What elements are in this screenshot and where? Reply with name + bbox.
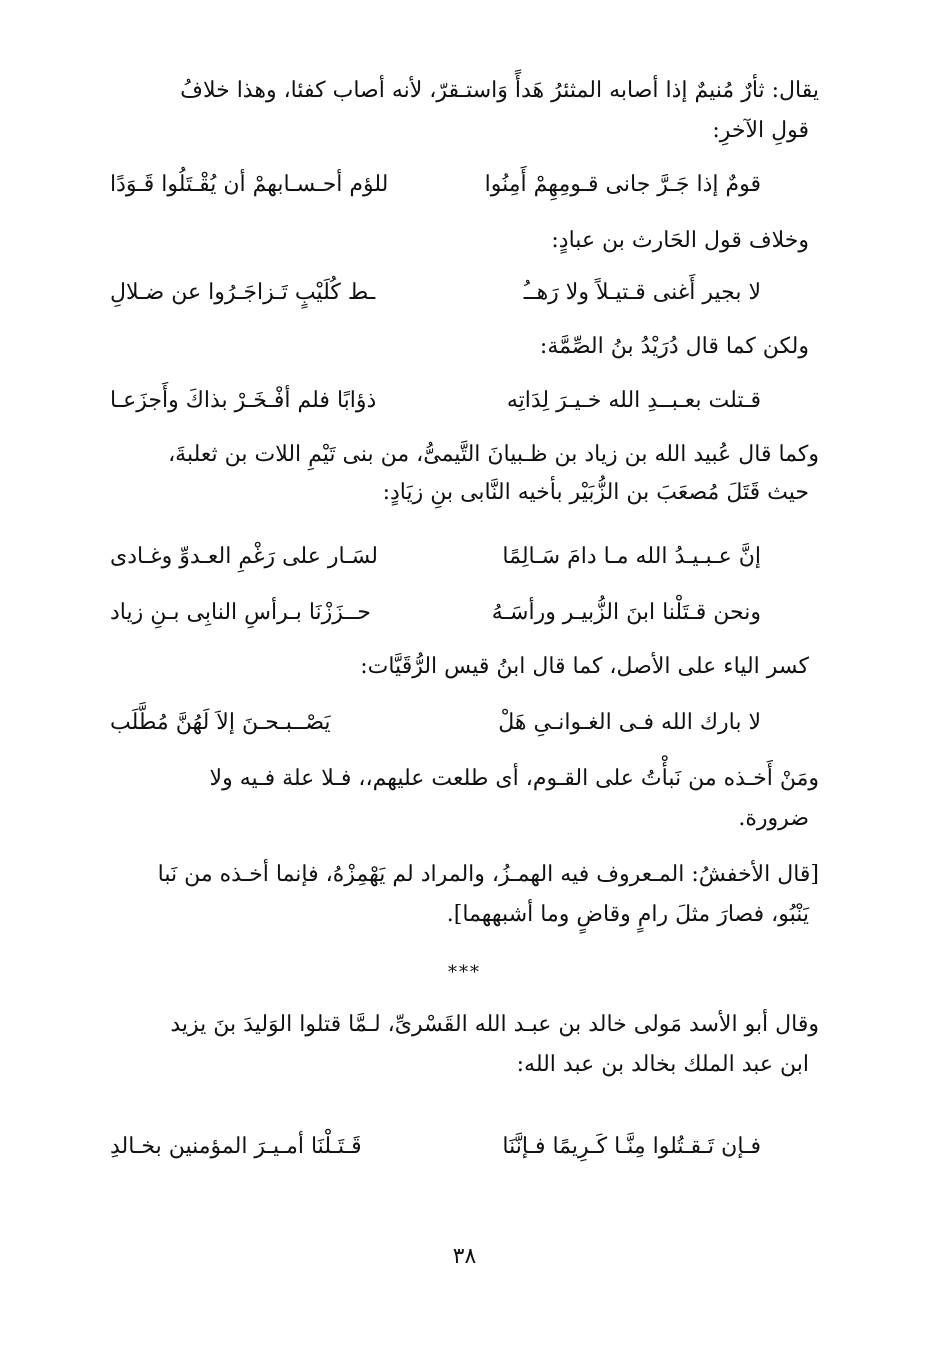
prose-line: ابن عبد الملك بخالد بن عبد الله: [516, 1052, 809, 1077]
verse-hemistich-right: قـتلت بعـبــدِ الله خـيـرَ لِدَاتِه [506, 388, 761, 413]
prose-line: وكما قال عُبيد الله بن زياد بن ظـبيانَ التَّيمىُّ، من بنى تَيْمِ اللات بن ثعلبةَ، [168, 442, 819, 467]
prose-line: ولكن كما قال دُرَيْدُ بنُ الصِّمَّة: [539, 334, 809, 359]
verse-hemistich-right: إنَّ عـبـيـدُ الله مـا دامَ سَـالِمًا [502, 544, 761, 569]
verse-hemistich-left: قَـتَـلْنَا أمـيـرَ المؤمنين بخـالدِ [110, 1134, 362, 1159]
verse-hemistich-right: قومٌ إذا جَـرَّ جانى قـومِهِمْ أَمِنُوا [484, 172, 761, 197]
page-number: ٣٨ [452, 1244, 477, 1269]
verse-hemistich-left: ذؤابًا فلم أفْـخَـرْ بذاكَ وأَجزَعـا [110, 388, 377, 413]
prose-line: وخلاف قول الحَارث بن عبادٍ: [551, 228, 809, 253]
prose-line: ومَنْ أَخـذه من نَبأْتُ على القـوم، أى طلعت عليهم،، فـلا علة فـيه ولا [209, 766, 819, 791]
verse-hemistich-left: للؤم أحـسـابهمْ أن يُقْـتَلُوا قَـوَدًا [110, 172, 389, 197]
verse-hemistich-left: يَصْــبـحـنَ إلاَ لَهُنَّ مُطَّلَب [110, 710, 331, 735]
prose-line: يَنْبُو، فصارَ مثلَ رامٍ وقاضٍ وما أشبههما]. [446, 902, 809, 927]
prose-line: يقال: ثأرٌ مُنيمٌ إذا أصابه المثئرُ هَدأً وَاستـقرّ، لأنه أصاب كفئا، وهذا خلافُ [180, 78, 819, 103]
prose-line: ضرورة. [738, 806, 809, 831]
prose-line: كسر الياء على الأصل، كما قال ابنُ قيس الرُّقَيَّات: [360, 654, 809, 679]
verse-hemistich-left: حــزَزْنَا بـرأسِ النابِى بـنِ زياد [110, 600, 371, 625]
prose-line: حيث قَتَلَ مُصعَبَ بن الزُّبَيْر بأخيه النَّابى بنِ زيَادٍ: [382, 480, 809, 505]
section-separator: *** [448, 962, 481, 983]
prose-line: [قال الأخفشُ: المـعروف فيه الهمـزُ، والمراد لم يَهْمِزْهُ، فإنما أخـذه من نَبا [157, 862, 819, 887]
verse-hemistich-right: لا بجير أَغنى قـتيـلاً ولا رَهــُ [523, 280, 761, 305]
verse-hemistich-right: لا بارك الله فـى الغـوانـىِ هَلْ [498, 710, 761, 735]
verse-hemistich-right: فـإن تَـقـتُلوا مِنَّـا كَـرِيمًا فـإنَّنَا [502, 1134, 761, 1159]
prose-line: قولِ الآخرِ: [712, 118, 809, 143]
prose-line: وقال أبو الأسد مَولى خالد بن عبـد الله القَسْرىِّ، لـمَّا قتلوا الوَليدَ بنَ يزيد [170, 1012, 819, 1037]
verse-hemistich-left: ـط كُلَيْبٍ تَـزاجَـرُوا عن ضـلالِ [110, 280, 376, 305]
verse-hemistich-right: ونحن قـتَلْنا ابنَ الزُّبيـر ورأسَـهُ [491, 600, 761, 625]
verse-hemistich-left: لسَـار على رَغْمِ العـدوِّ وغـادى [110, 544, 378, 569]
